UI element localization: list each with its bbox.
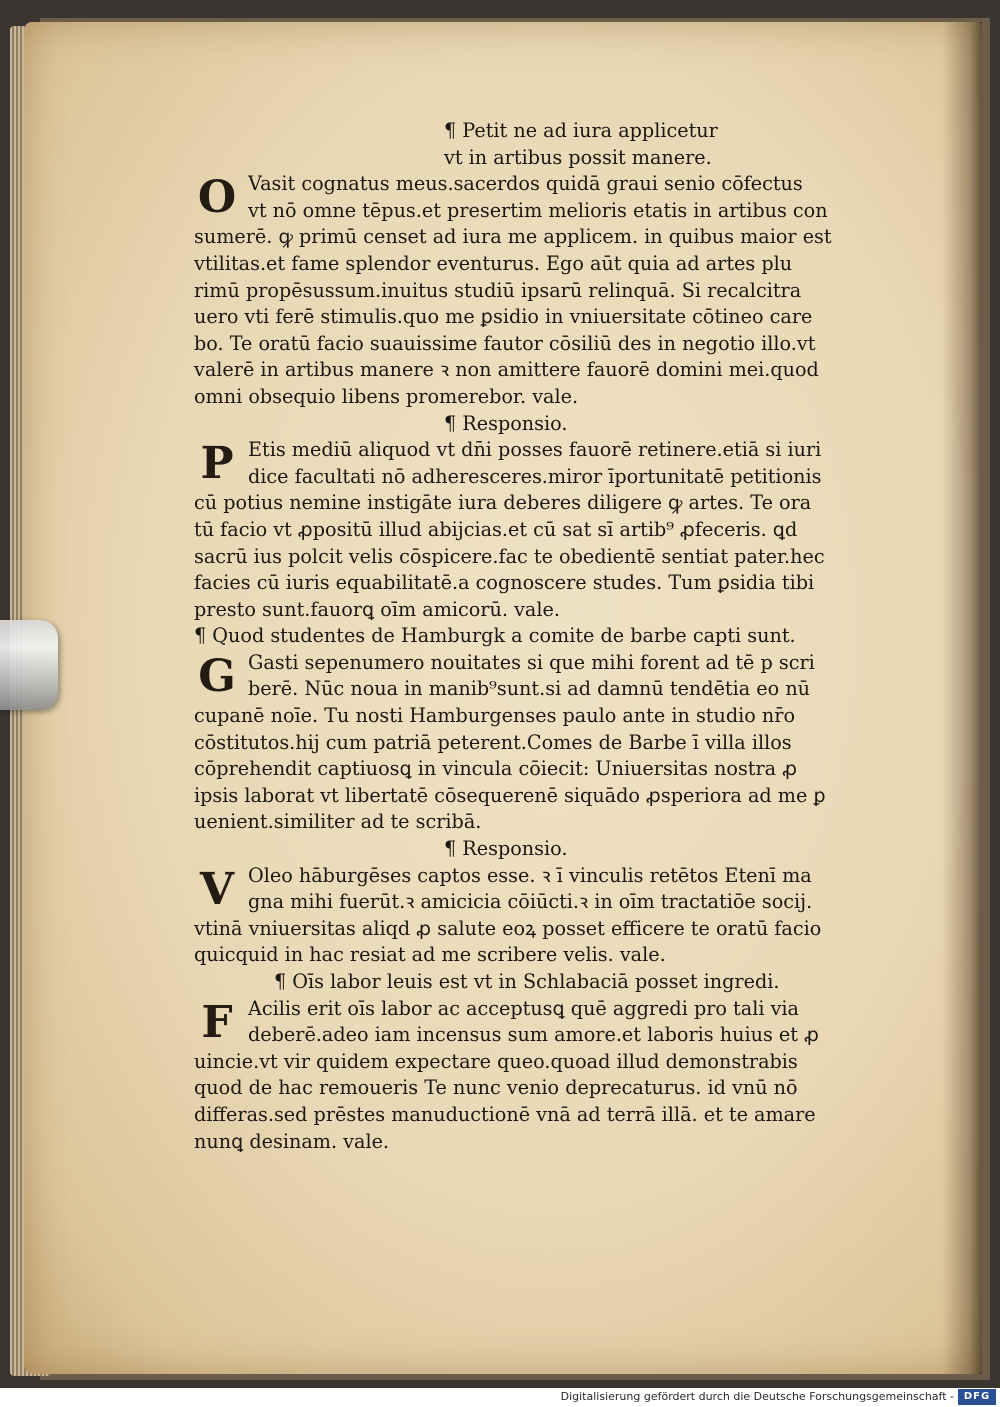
text-line: valerē in artibus manere ꝛ non amittere fauorē domini mei.quod xyxy=(194,358,819,382)
text-line: presto sunt.fauorꝗ oīm amicorū. vale. xyxy=(194,597,560,621)
gutter-shadow xyxy=(942,22,982,1374)
text-line: cū potius nemine instigāte iura deberes diligere ꝙ artes. Te ora xyxy=(194,491,812,515)
drop-initial: G xyxy=(198,650,236,702)
title-line-2: vt in artibus possit manere. xyxy=(444,145,712,169)
text-line: dice facultati nō adheresceres.miror īportunitatē petitionis xyxy=(248,464,822,488)
paragraph-4 xyxy=(194,863,914,969)
text-line: omni obsequio libens promerebor. vale. xyxy=(194,384,579,408)
text-line: berē. Nūc noua in manib⁹sunt.si ad damnū tendētia eo nū xyxy=(248,677,811,701)
text-line: cōprehendit captiuosꝗ in vincula cōiecit: Uniuersitas nostra ꝓ xyxy=(194,757,798,781)
text-line: vtilitas.et fame splendor eventurus. Ego aūt quia ad artes plu xyxy=(194,251,793,275)
text-line: sacrū ius polcit velis cōspicere.fac te obedientē sentiat pater.hec xyxy=(194,544,825,568)
text-line: rimū propēsussum.inuitus studiū ipsarū relinquā. Si recalcitra xyxy=(194,278,802,302)
text-line: uenient.similiter ad te scribā. xyxy=(194,810,482,834)
text-line: uincie.vt vir quidem expectare queo.quoad illud demonstrabis xyxy=(194,1049,798,1073)
clip-bookmark xyxy=(0,620,58,710)
drop-initial: P xyxy=(200,438,234,490)
text-line: Oleo hāburgēses captos esse. ꝛ ī vinculis retētos Etenī ma xyxy=(248,863,812,887)
drop-initial: V xyxy=(199,863,235,915)
text-line: Gasti sepenumero nouitates si que mihi forent ad tē p scri xyxy=(248,650,815,674)
book-page xyxy=(24,22,982,1374)
text-line: tū facio vt ꝓpositū illud abijcias.et cū sat sī artib⁹ ꝓfeceris. ꝗd xyxy=(194,517,798,541)
funding-credit: Digitalisierung gefördert durch die Deutsche Forschungsgemeinschaft - xyxy=(560,1390,954,1403)
text-line: bo. Te oratū facio suauissime fautor cōsiliū des in negotio illo.vt xyxy=(194,331,816,355)
text-line: sumerē. ꝙ primū censet ad iura me applicem. in quibus maior est xyxy=(194,225,832,249)
text-line: vtinā vniuersitas aliqd ꝓ salute eoꝝ posset efficere te oratū facio xyxy=(194,916,822,940)
heading-responsio: ¶ Responsio. xyxy=(444,411,568,435)
text-line: gna mihi fuerūt.ꝛ amicicia cōiūcti.ꝛ in oīm tractatiōe socij. xyxy=(248,890,813,914)
title-line-1: ¶ Petit ne ad iura applicetur xyxy=(444,119,718,142)
text-line: cupanē noīe. Tu nosti Hamburgenses paulo ante in studio nr̄o xyxy=(194,704,796,728)
text-line: facies cū iuris equabilitatē.a cognoscere studes. Tum ꝑsidia tibi xyxy=(194,571,815,595)
drop-initial: O xyxy=(197,172,237,224)
page-text xyxy=(194,118,914,1155)
heading-labor: ¶ Oīs labor leuis est vt in Schlabaciā posset ingredi. xyxy=(274,970,780,993)
paragraph-1 xyxy=(194,171,914,410)
text-line: vt nō omne tēpus.et presertim melioris etatis in artibus con xyxy=(248,198,828,222)
text-line: cōstitutos.hij cum patriā peterent.Comes de Barbe ī villa illos xyxy=(194,730,792,754)
heading-responsio: ¶ Responsio. xyxy=(444,837,568,861)
footer-bar xyxy=(0,1388,1000,1407)
text-line: Vasit cognatus meus.sacerdos quidā graui senio cōfectus xyxy=(248,172,803,196)
heading-hamburg: ¶ Quod studentes de Hamburgk a comite de barbe capti sunt. xyxy=(194,624,796,648)
text-line: quod de hac remoueris Te nunc venio deprecaturus. id vnū nō xyxy=(194,1076,798,1100)
text-line: nunꝗ desinam. vale. xyxy=(194,1129,390,1153)
dfg-logo: DFG xyxy=(958,1389,996,1405)
paragraph-2 xyxy=(194,437,914,623)
text-line: uero vti ferē stimulis.quo me ꝑsidio in vniuersitate cōtineo care xyxy=(194,305,813,329)
library-stamp xyxy=(354,80,554,102)
text-line: ipsis laborat vt libertatē cōsequerenē siquādo ꝓsperiora ad me ꝑ xyxy=(194,783,826,807)
text-line: Acilis erit oīs labor ac acceptusꝗ quē aggredi pro tali via xyxy=(248,996,799,1020)
drop-initial: F xyxy=(201,996,233,1048)
text-line: differas.sed prēstes manuductionē vnā ad terrā illā. et te amare xyxy=(194,1102,816,1126)
paragraph-5 xyxy=(194,996,914,1156)
text-line: deberē.adeo iam incensus sum amore.et laboris huius et ꝓ xyxy=(248,1023,819,1047)
text-line: Etis mediū aliquod vt dn̄i posses fauorē retinere.etiā si iuri xyxy=(248,438,822,462)
paragraph-3 xyxy=(194,650,914,836)
text-line: quicquid in hac resiat ad me scribere velis. vale. xyxy=(194,943,666,967)
